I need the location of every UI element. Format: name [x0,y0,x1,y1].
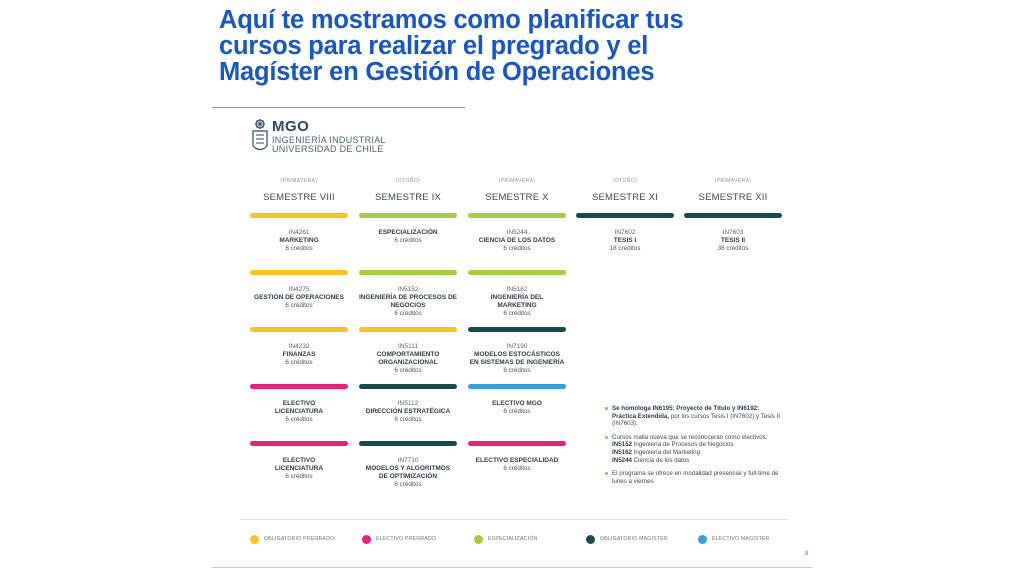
course-card [683,229,783,253]
semester-season: (PRIMAVERA) [498,178,536,184]
course-name: INGENIERÍA DEL [490,294,544,301]
course-card [467,457,567,473]
course-name: CIENCIA DE LOS DATOS [478,237,556,244]
legend-label: ESPECIALIZACIÓN [488,536,538,542]
course-card [358,229,458,245]
course-name-line2: EN SISTEMAS DE INGENIERÍA [469,359,565,366]
course-credits: 6 créditos [394,367,422,374]
course-credits: 6 créditos [285,302,313,309]
note-electives [605,434,780,464]
legend-item [698,534,770,544]
course-code: IN4275 [288,286,310,293]
course-credits: 6 créditos [285,473,313,480]
course-name: ELECTIVO [282,457,316,464]
semester-header [358,178,458,203]
legend-item [250,534,334,544]
course-name: ESPECIALIZACIÓN [378,229,438,236]
course-category-bar [250,327,348,332]
legend-label: OBLIGATORIO MAGISTER [600,536,668,542]
course-category-bar [468,441,566,446]
course-code: IN5111 [398,343,418,350]
course-card [358,400,458,424]
legend-label: ELECTIVO MAGISTER [712,536,770,542]
course-category-bar [250,270,348,275]
course-code: IN7602 [614,229,636,236]
note-elective-item [612,449,780,457]
course-name-line2: MARKETING [497,302,537,309]
course-code: IN5112 [397,400,419,407]
course-credits: 6 créditos [503,465,531,472]
semester-name: SEMESTRE X [485,192,549,203]
course-name-line2: ORGANIZACIONAL [378,359,438,366]
course-name: MARKETING [279,237,319,244]
logo-university: UNIVERSIDAD DE CHILE [272,144,384,154]
course-code: IN7190 [506,343,528,350]
course-name: ELECTIVO MGO [492,400,542,407]
note-elective-label: Ciencia de los datos [631,456,690,464]
course-category-bar [359,384,457,389]
course-credits: 6 créditos [503,408,531,415]
course-name: MODELOS ESTOCÁSTICOS [474,351,560,358]
note-homologation [605,405,780,428]
course-name: TESIS I [613,237,637,244]
course-category-bar [576,213,674,218]
course-credits: 6 créditos [285,359,313,366]
course-name: ELECTIVO ESPECIALIDAD [475,457,559,464]
course-card [249,286,349,310]
course-card [467,400,567,416]
semester-season: (PRIMAVERA) [714,178,752,184]
course-name-line2: DE OPTIMIZACIÓN [378,473,438,480]
headline-line-3: Magíster en Gestión de Operaciones [219,58,655,86]
headline-line-2: cursos para realizar el pregrado y el [219,32,649,60]
note-modality-text: El programa se ofrece en modalidad presencial y full-time de lunes a viernes [612,470,779,485]
legend-dot-icon [474,535,483,544]
course-card [358,343,458,375]
legend-item [474,534,537,544]
headline-line-1: Aquí te mostramos como planificar tus [219,6,684,34]
legend-dot-icon [362,535,371,544]
course-category-bar [250,441,348,446]
course-credits: 6 créditos [285,416,313,423]
legend-label: ELECTIVO PREGRADO [376,536,437,542]
semester-name: SEMESTRE VIII [263,192,335,203]
note-elective-item [612,457,780,465]
legend-dot-icon [250,535,259,544]
note-elective-item [612,441,780,449]
course-card [249,457,349,481]
semester-name: SEMESTRE XI [591,192,659,203]
course-name-line2: NEGOCIOS [390,302,426,309]
course-name-line2: LICENCIATURA [274,465,324,472]
course-card [249,343,349,367]
course-name: ELECTIVO [282,400,316,407]
logo-department: INGENIERÍA INDUSTRIAL [272,135,386,145]
course-code: IN5152 [397,286,419,293]
course-name: COMPORTAMIENTO [376,351,440,358]
course-category-bar [359,213,457,218]
course-category-bar [684,213,782,218]
note-homologation-bold: Se homologa IN6195: Proyecto de Título y IN6192: Práctica Extendida, [612,405,760,420]
bullet-icon [605,407,608,410]
legend-dot-icon [698,535,707,544]
course-credits: 6 créditos [503,245,531,252]
course-name: TESIS II [720,237,746,244]
logo-acronym: MGO [272,118,310,135]
course-category-bar [468,327,566,332]
course-card [467,229,567,253]
course-card [575,229,675,253]
bullet-icon [605,472,608,475]
course-category-bar [468,384,566,389]
course-credits: 36 créditos [717,245,749,252]
note-elective-label: Ingeniería del Marketing [631,448,701,456]
note-elective-code: IN5244 [612,456,632,464]
note-electives-intro: Cursos malla nueva que se reconocerán como electivos: [612,433,768,441]
semester-header [683,178,783,203]
bullet-icon [605,436,608,439]
course-card [249,229,349,253]
university-seal-icon [250,118,270,154]
semester-header [249,178,349,203]
legend-item [362,534,436,544]
course-category-bar [359,441,457,446]
semester-season: (OTOÑO) [612,178,638,184]
course-code: IN4261 [288,229,310,236]
course-code: IN5244 [506,229,528,236]
course-name: INGENIERÍA DE PROCESOS DE [359,294,457,301]
course-category-bar [359,327,457,332]
course-code: IN4232 [288,343,310,350]
note-elective-code: IN5152 [612,441,632,449]
note-elective-label: Ingeniería de Procesos de Negocios [631,441,734,449]
course-card [358,286,458,318]
course-credits: 6 créditos [394,481,422,488]
course-credits: 6 créditos [394,416,422,423]
course-credits: 18 créditos [609,245,641,252]
course-code: IN5162 [506,286,528,293]
footer-divider [212,567,812,568]
course-card [358,457,458,489]
course-credits: 6 créditos [285,245,313,252]
legend-label: OBLIGATORIO PREGRADO [264,536,335,542]
note-elective-code: IN5162 [612,448,632,456]
semester-name: SEMESTRE IX [374,192,442,203]
course-code: IN7710 [397,457,419,464]
semester-season: (OTOÑO) [395,178,421,184]
page-headline [219,7,839,85]
semester-name: SEMESTRE XII [698,192,768,203]
course-category-bar [250,213,348,218]
semester-season: (PRIMAVERA) [280,178,318,184]
course-credits: 6 créditos [503,367,531,374]
course-category-bar [359,270,457,275]
note-homologation-text: por los cursos Tesis I (IN7602) y Tesis II (IN7603). [612,412,780,428]
course-card [467,343,567,375]
semester-header [467,178,567,203]
course-name: DIRECCIÓN ESTRATÉGICA [365,408,451,415]
notes-panel [605,405,780,491]
legend-divider [240,519,788,520]
title-divider [212,107,465,108]
course-name: FINANZAS [282,351,316,358]
course-card [467,286,567,318]
course-name-line2: LICENCIATURA [274,408,324,415]
page-number: 8 [805,551,809,557]
legend-item [586,534,668,544]
course-category-bar [468,213,566,218]
mgo-logo [250,118,430,158]
course-credits: 6 créditos [503,310,531,317]
legend-dot-icon [586,535,595,544]
semester-header [575,178,675,203]
course-credits: 6 créditos [394,310,422,317]
note-modality [605,470,780,485]
course-code: IN7603 [722,229,744,236]
course-category-bar [468,270,566,275]
course-card [249,400,349,424]
course-credits: 6 créditos [394,237,422,244]
course-category-bar [250,384,348,389]
course-name: GESTIÓN DE OPERACIONES [254,294,344,301]
course-name: MODELOS Y ALGORITMOS [365,465,451,472]
